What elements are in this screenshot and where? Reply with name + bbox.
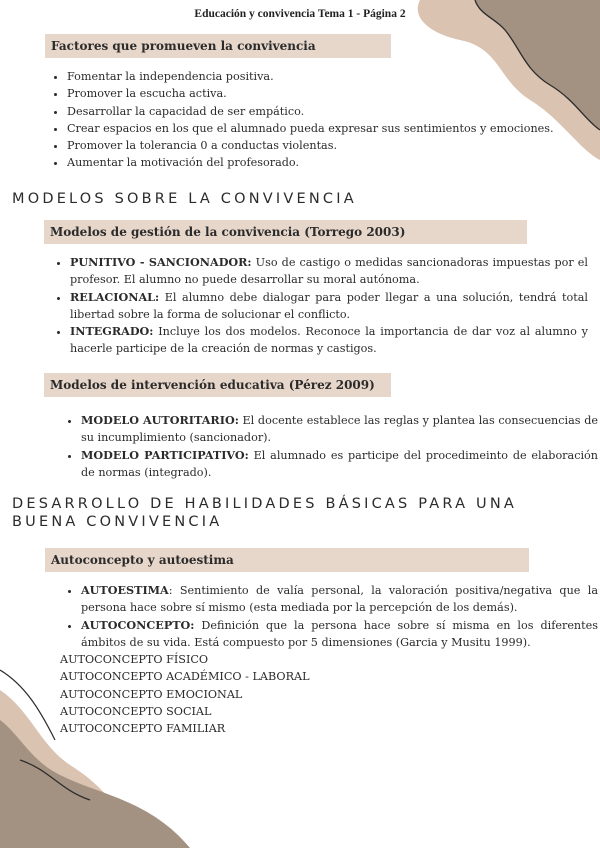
list-item: • Aumentar la motivación del profesorado. bbox=[67, 154, 587, 171]
definition: : Sentimiento de valía personal, la valoración positiva/negativa que la persona hace sobre sí mismo (esta mediada por la percepción de los demás). bbox=[81, 584, 598, 615]
section-band-factores: Factores que promueven la convivencia bbox=[45, 34, 391, 58]
list-item bbox=[70, 254, 588, 289]
section-band-autoconcepto: Autoconcepto y autoestima bbox=[45, 548, 529, 572]
term: AUTOCONCEPTO: bbox=[81, 617, 195, 632]
definition: El alumno debe dialogar para poder llegar a una solución, tendrá total libertad sobre la forma de solucionar el conflicto. bbox=[70, 290, 588, 321]
definition: Incluye los dos modelos. Reconoce la importancia de dar voz al alumno y hacerle participe de la creación de normas y castigos. bbox=[70, 325, 588, 356]
heading-desarrollo-line-2: BUENA CONVIVENCIA bbox=[12, 514, 223, 530]
dimension-item: AUTOCONCEPTO ACADÉMICO - LABORAL bbox=[60, 670, 310, 684]
list-item bbox=[81, 582, 598, 617]
term: AUTOESTIMA bbox=[81, 583, 169, 597]
term: MODELO PARTICIPATIVO: bbox=[81, 447, 249, 462]
page-header: Educación y convivencia Tema 1 - Página 2 bbox=[194, 8, 406, 20]
term: INTEGRADO: bbox=[70, 324, 154, 339]
definition: El docente establece las reglas y plantea las consecuencias de su incumplimiento (sancionador). bbox=[81, 414, 598, 445]
section-band-intervencion: Modelos de intervención educativa (Pérez 2009) bbox=[44, 373, 391, 397]
section-band-gestion: Modelos de gestión de la convivencia (Torrego 2003) bbox=[44, 220, 527, 244]
intervencion-list bbox=[65, 412, 598, 481]
dimension-item: AUTOCONCEPTO EMOCIONAL bbox=[60, 687, 243, 701]
autoconcepto-list bbox=[65, 582, 598, 651]
list-item: • Fomentar la independencia positiva. bbox=[67, 68, 587, 85]
gestion-list bbox=[54, 254, 588, 358]
list-item: • Promover la escucha activa. bbox=[67, 85, 587, 102]
term: MODELO AUTORITARIO: bbox=[81, 413, 239, 427]
list-item: • Crear espacios en los que el alumnado pueda expresar sus sentimientos y emociones. bbox=[67, 120, 587, 137]
list-item: • Desarrollar la capacidad de ser empático. bbox=[67, 103, 587, 120]
list-item bbox=[70, 289, 588, 324]
list-item bbox=[70, 323, 588, 358]
definition: Uso de castigo o medidas sancionadoras impuestas por el profesor. El alumno no puede desarrollar su moral autónoma. bbox=[70, 256, 588, 287]
list-item: • Promover la tolerancia 0 a conductas violentas. bbox=[67, 137, 587, 154]
dimension-item: AUTOCONCEPTO FÍSICO bbox=[60, 653, 209, 666]
dimension-item: AUTOCONCEPTO SOCIAL bbox=[60, 704, 212, 718]
list-item bbox=[81, 617, 598, 652]
heading-desarrollo-line-1: DESARROLLO DE HABILIDADES BÁSICAS PARA UNA bbox=[12, 496, 517, 512]
dimensions-list bbox=[60, 651, 310, 737]
list-item bbox=[81, 447, 598, 482]
term: PUNITIVO - SANCIONADOR: bbox=[70, 255, 252, 269]
definition: El alumnado es participe del procedimeinto de elaboración de normas (integrado). bbox=[81, 448, 598, 479]
factores-list bbox=[51, 68, 587, 172]
definition: Definición que la persona hace sobre sí misma en los diferentes ámbitos de su vida. Está compuesto por 5 dimensiones (Garcia y Musitu 1999). bbox=[81, 618, 598, 649]
list-item bbox=[81, 412, 598, 447]
heading-modelos: MODELOS SOBRE LA CONVIVENCIA bbox=[12, 191, 357, 207]
term: RELACIONAL: bbox=[70, 289, 160, 304]
dimension-item: AUTOCONCEPTO FAMILIAR bbox=[60, 722, 226, 736]
